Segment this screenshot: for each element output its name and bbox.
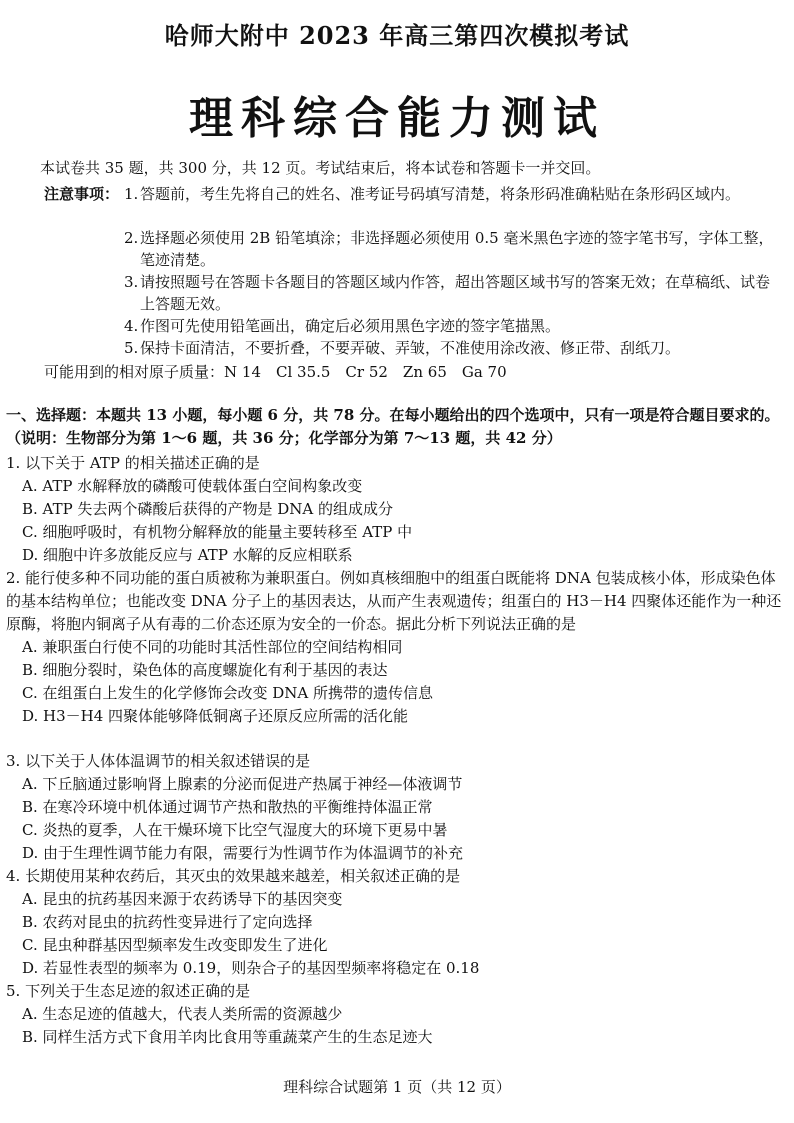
note-item [124, 183, 774, 205]
question-option: A. 生态足迹的值越大，代表人类所需的资源越少 [22, 1005, 343, 1023]
page-footer: 理科综合试题第 1 页（共 12 页） [283, 1078, 511, 1096]
question-stem: 2. 能行使多种不同功能的蛋白质被称为兼职蛋白。例如真核细胞中的组蛋白既能将 DNA 包装成核小体，形成染色体的基本结构单位；也能改变 DNA 分子上的基因表达，从而产生表观遗传；组蛋白的 H3－H4 四聚体还能作为一种还原酶，将胞内铜离子从有毒的二价态还原为安全的一价态。据此分析下列说法正确的是 [6, 569, 782, 633]
question-option: C. 昆虫种群基因型频率发生改变即发生了进化 [22, 936, 328, 954]
question-stem: 4. 长期使用某种农药后，其灭虫的效果越来越差，相关叙述正确的是 [6, 867, 461, 885]
question-2 [6, 567, 782, 728]
note-text: 保持卡面清洁，不要折叠，不要弄破、弄皱，不准使用涂改液、修正带、刮纸刀。 [140, 339, 681, 357]
question-option: D. H3－H4 四聚体能够降低铜离子还原反应所需的活化能 [22, 707, 409, 725]
exam-subtitle: 理科综合能力测试 [189, 93, 605, 144]
question-option: D. 若显性表型的频率为 0.19，则杂合子的基因型频率将稳定在 0.18 [22, 959, 480, 977]
question-5 [6, 980, 782, 1049]
question-option: D. 由于生理性调节能力有限，需要行为性调节作为体温调节的补充 [22, 844, 464, 862]
note-text: 请按照题号在答题卡各题目的答题区域内作答，超出答题区域书写的答案无效；在草稿纸、试卷上答题无效。 [140, 273, 771, 313]
question-option: B. 同样生活方式下食用羊肉比食用等重蔬菜产生的生态足迹大 [22, 1028, 433, 1046]
question-4 [6, 865, 782, 980]
note-text: 答题前，考生先将自己的姓名、准考证号码填写清楚，将条形码准确粘贴在条形码区域内。 [140, 185, 741, 203]
question-option: A. 兼职蛋白行使不同的功能时其活性部位的空间结构相同 [22, 638, 403, 656]
question-option: C. 在组蛋白上发生的化学修饰会改变 DNA 所携带的遗传信息 [22, 684, 434, 702]
note-number: 5. [124, 339, 139, 357]
note-item [124, 315, 774, 337]
question-stem: 5. 下列关于生态足迹的叙述正确的是 [6, 982, 251, 1000]
question-option: D. 细胞中许多放能反应与 ATP 水解的反应相联系 [22, 546, 353, 564]
question-option: A. ATP 水解释放的磷酸可使载体蛋白空间构象改变 [22, 477, 363, 495]
question-option: B. 细胞分裂时，染色体的高度螺旋化有利于基因的表达 [22, 661, 388, 679]
section-heading: 一、选择题：本题共 13 小题，每小题 6 分，共 78 分。在每小题给出的四个选项中，只有一项是符合题目要求的。（说明：生物部分为第 1～6 题，共 36 分；化学部分为第 7～13 题，共 42 分） [6, 406, 780, 447]
note-number: 4. [124, 317, 139, 335]
note-item [124, 337, 774, 359]
question-1 [6, 452, 782, 567]
exam-title: 哈师大附中 2023 年高三第四次模拟考试 [164, 21, 630, 50]
note-number: 2. [124, 229, 139, 247]
question-option: C. 炎热的夏季，人在干燥环境下比空气湿度大的环境下更易中暑 [22, 821, 448, 839]
note-number: 3. [124, 273, 139, 291]
intro-text: 本试卷共 35 题，共 300 分，共 12 页。考试结束后，将本试卷和答题卡一并交回。 [40, 159, 601, 177]
question-option: B. 农药对昆虫的抗药性变异进行了定向选择 [22, 913, 313, 931]
question-option: C. 细胞呼吸时，有机物分解释放的能量主要转移至 ATP 中 [22, 523, 413, 541]
note-text: 作图可先使用铅笔画出，确定后必须用黑色字迹的签字笔描黑。 [140, 317, 561, 335]
note-item [124, 271, 774, 315]
notes-label: 注意事项： [44, 185, 120, 203]
question-option: B. 在寒冷环境中机体通过调节产热和散热的平衡维持体温正常 [22, 798, 433, 816]
question-3 [6, 750, 782, 865]
question-stem: 1. 以下关于 ATP 的相关描述正确的是 [6, 454, 260, 472]
atomic-masses: 可能用到的相对原子质量：N 14 Cl 35.5 Cr 52 Zn 65 Ga 70 [44, 363, 507, 381]
question-option: B. ATP 失去两个磷酸后获得的产物是 DNA 的组成成分 [22, 500, 393, 518]
note-number: 1. [124, 185, 139, 203]
note-item [124, 227, 774, 271]
question-option: A. 下丘脑通过影响肾上腺素的分泌而促进产热属于神经—体液调节 [22, 775, 463, 793]
question-stem: 3. 以下关于人体体温调节的相关叙述错误的是 [6, 752, 311, 770]
question-option: A. 昆虫的抗药基因来源于农药诱导下的基因突变 [22, 890, 343, 908]
note-text: 选择题必须使用 2B 铅笔填涂；非选择题必须使用 0.5 毫米黑色字迹的签字笔书写，字体工整，笔迹清楚。 [140, 229, 774, 269]
